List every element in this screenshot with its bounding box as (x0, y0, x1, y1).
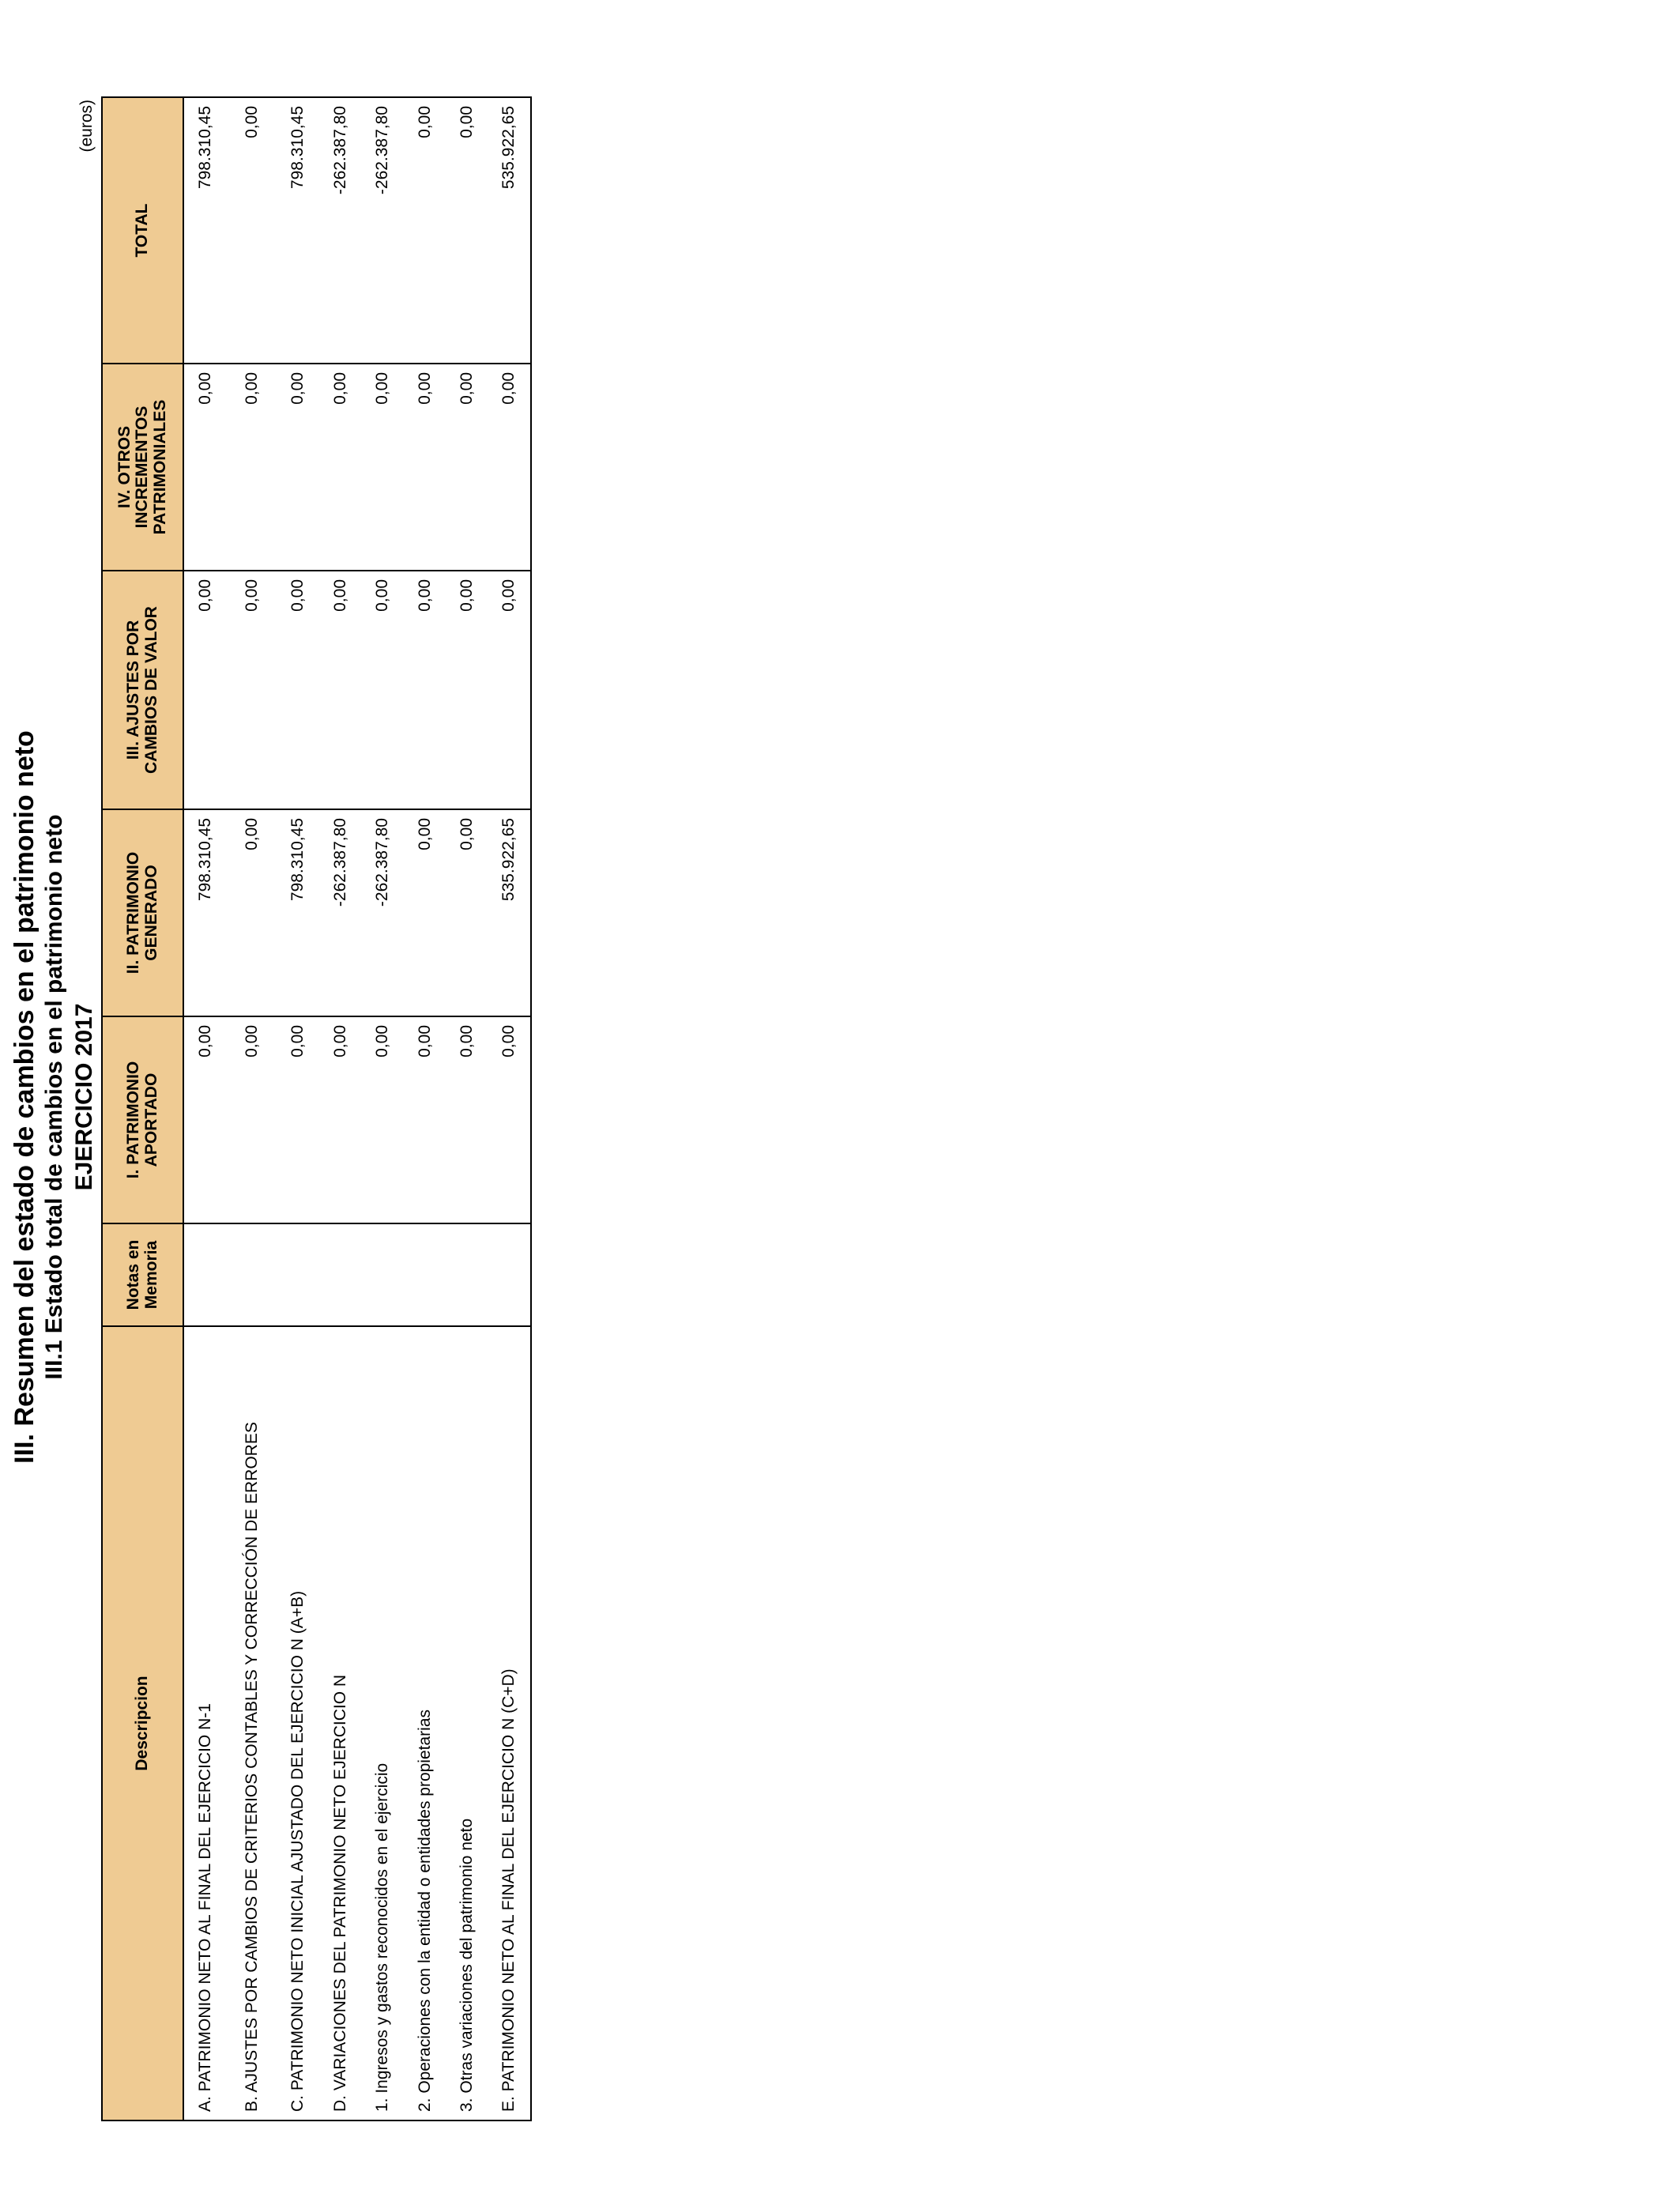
row-total: 0,00 (446, 97, 488, 364)
row-generado: 0,00 (446, 809, 488, 1016)
row-otros: 0,00 (362, 364, 404, 571)
table-row (362, 97, 404, 2120)
row-ajustes: 0,00 (362, 571, 404, 809)
row-generado: 798.310,45 (277, 809, 319, 1016)
row-ajustes: 0,00 (404, 571, 446, 809)
row-generado: -262.387,80 (319, 809, 361, 1016)
row-otros: 0,00 (277, 364, 319, 571)
table-row (488, 97, 531, 2120)
row-otros: 0,00 (404, 364, 446, 571)
row-total: -262.387,80 (319, 97, 361, 364)
table-row (319, 97, 361, 2120)
header-generado: II. PATRIMONIO GENERADO (102, 809, 183, 1016)
table-row (226, 97, 277, 2120)
row-notas (277, 1223, 319, 1326)
row-notas (404, 1223, 446, 1326)
row-description: A. PATRIMONIO NETO AL FINAL DEL EJERCICIO N-1 (183, 1326, 226, 2120)
row-aportado: 0,00 (446, 1016, 488, 1223)
row-aportado: 0,00 (404, 1016, 446, 1223)
page-subtitle: III.1 Estado total de cambios en el patrimonio neto (41, 814, 67, 1380)
row-description: E. PATRIMONIO NETO AL FINAL DEL EJERCICIO N (C+D) (488, 1326, 531, 2120)
period-label: EJERCICIO 2017 (71, 1003, 97, 1191)
row-ajustes: 0,00 (277, 571, 319, 809)
table-row (183, 97, 226, 2120)
equity-changes-table (101, 96, 532, 2121)
table-row (404, 97, 446, 2120)
row-generado: 0,00 (404, 809, 446, 1016)
row-total: 798.310,45 (183, 97, 226, 364)
table-row (277, 97, 319, 2120)
row-ajustes: 0,00 (488, 571, 531, 809)
row-ajustes: 0,00 (446, 571, 488, 809)
row-generado: 535.922,65 (488, 809, 531, 1016)
row-total: 798.310,45 (277, 97, 319, 364)
row-notas (226, 1223, 277, 1326)
row-ajustes: 0,00 (183, 571, 226, 809)
row-notas (446, 1223, 488, 1326)
row-otros: 0,00 (183, 364, 226, 571)
header-aportado: I. PATRIMONIO APORTADO (102, 1016, 183, 1223)
row-notas (488, 1223, 531, 1326)
row-description: B. AJUSTES POR CAMBIOS DE CRITERIOS CONTABLES Y CORRECCIÓN DE ERRORES (226, 1326, 277, 2120)
table-row (446, 97, 488, 2120)
header-ajustes: III. AJUSTES POR CAMBIOS DE VALOR (102, 571, 183, 809)
row-generado: 0,00 (226, 809, 277, 1016)
row-notas (319, 1223, 361, 1326)
header-total: TOTAL (102, 97, 183, 364)
row-notas (362, 1223, 404, 1326)
row-aportado: 0,00 (319, 1016, 361, 1223)
row-otros: 0,00 (446, 364, 488, 571)
row-total: 0,00 (226, 97, 277, 364)
row-ajustes: 0,00 (319, 571, 361, 809)
header-otros: IV. OTROS INCREMENTOS PATRIMONIALES (102, 364, 183, 571)
row-generado: 798.310,45 (183, 809, 226, 1016)
row-ajustes: 0,00 (226, 571, 277, 809)
row-total: 535.922,65 (488, 97, 531, 364)
table-header-row (102, 97, 183, 2120)
header-notas: Notas en Memoria (102, 1223, 183, 1326)
row-otros: 0,00 (226, 364, 277, 571)
row-otros: 0,00 (319, 364, 361, 571)
row-description: D. VARIACIONES DEL PATRIMONIO NETO EJERCICIO N (319, 1326, 361, 2120)
row-total: 0,00 (404, 97, 446, 364)
row-total: -262.387,80 (362, 97, 404, 364)
row-aportado: 0,00 (226, 1016, 277, 1223)
row-description: 2. Operaciones con la entidad o entidades propietarias (404, 1326, 446, 2120)
unit-label: (euros) (77, 100, 96, 153)
row-aportado: 0,00 (277, 1016, 319, 1223)
row-aportado: 0,00 (362, 1016, 404, 1223)
header-descripcion: Descripcion (102, 1326, 183, 2120)
row-aportado: 0,00 (488, 1016, 531, 1223)
row-description: C. PATRIMONIO NETO INICIAL AJUSTADO DEL EJERCICIO N (A+B) (277, 1326, 319, 2120)
row-generado: -262.387,80 (362, 809, 404, 1016)
row-aportado: 0,00 (183, 1016, 226, 1223)
row-description: 1. Ingresos y gastos reconocidos en el ejercicio (362, 1326, 404, 2120)
row-description: 3. Otras variaciones del patrimonio neto (446, 1326, 488, 2120)
row-notas (183, 1223, 226, 1326)
row-otros: 0,00 (488, 364, 531, 571)
page-title: III. Resumen del estado de cambios en el patrimonio neto (9, 730, 40, 1464)
